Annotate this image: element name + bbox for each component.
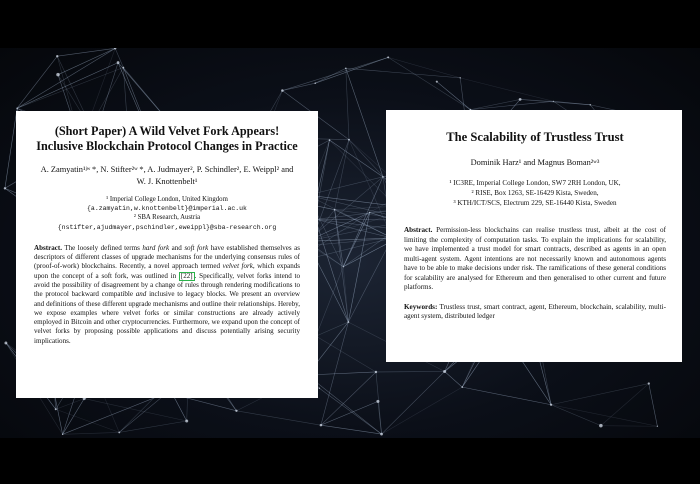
network-node bbox=[443, 370, 446, 373]
left-abstract-soft-fork: soft fork bbox=[184, 243, 209, 252]
network-edge bbox=[378, 401, 382, 434]
network-edge bbox=[316, 336, 376, 372]
network-node bbox=[347, 321, 349, 323]
left-affil-email1: {a.zamyatin,w.knottenbelt}@imperial.ac.uk bbox=[87, 205, 247, 213]
left-authors-line1: A. Zamyatin¹ʲʷ *, N. Stifter²ʷ *, A. Judmayer², P. Schindler², E. Weippl² and bbox=[40, 165, 294, 174]
left-affil-email2: {nstifter,ajudmayer,pschindler,eweippl}@sba-research.org bbox=[57, 223, 277, 231]
right-paper-abstract bbox=[400, 226, 670, 293]
left-title-line1: (Short Paper) A Wild Velvet Fork Appears! bbox=[54, 124, 280, 138]
network-node bbox=[436, 81, 438, 83]
left-abstract-text-3: , which expands upon the concept of a soft fork, was outlined in bbox=[34, 262, 301, 280]
network-edge bbox=[445, 372, 463, 388]
left-paper-authors bbox=[28, 164, 306, 188]
network-node bbox=[4, 187, 6, 189]
network-edge bbox=[551, 384, 649, 405]
right-affil-line2: ² RISE, Box 1263, SE-16429 Kista, Sweden, bbox=[471, 189, 599, 197]
network-edge bbox=[520, 99, 553, 101]
network-edge bbox=[308, 195, 393, 238]
network-node bbox=[348, 139, 350, 141]
network-edge bbox=[460, 78, 553, 101]
network-edge bbox=[553, 101, 590, 104]
network-node bbox=[648, 382, 650, 384]
network-edge bbox=[282, 83, 315, 90]
network-edge bbox=[56, 399, 84, 410]
network-edge bbox=[17, 63, 118, 109]
left-abstract-hard-fork: hard fork bbox=[142, 243, 170, 252]
network-edge bbox=[388, 57, 470, 109]
left-abstract-citation-link[interactable]: [22] bbox=[180, 271, 193, 280]
left-abstract-label: Abstract. bbox=[34, 243, 62, 252]
left-title-line2: Inclusive Blockchain Protocol Changes in Practice bbox=[36, 139, 298, 153]
network-edge bbox=[346, 68, 383, 177]
network-node bbox=[56, 73, 60, 77]
network-node bbox=[599, 424, 603, 428]
network-node bbox=[345, 67, 347, 69]
network-node bbox=[334, 209, 336, 211]
network-node bbox=[319, 387, 320, 388]
left-abstract-text-1: The loosely defined terms bbox=[64, 243, 140, 252]
network-node bbox=[387, 56, 389, 58]
network-node bbox=[376, 400, 379, 403]
network-node bbox=[4, 342, 7, 345]
network-node bbox=[519, 98, 522, 101]
network-edge bbox=[321, 372, 376, 425]
left-abstract-text-5: inclusive to legacy blocks. We present an overview and definitions of these different upgrade mechanisms and outline their relationships. Hereby, we expose examples where velvet forks or similar constructions are already actively employed in Bitcoin and other cryptocurrencies. Furthermore, we expand upon the concept of velvet forks by proposing possible applications and discuss potentially arising security implications. bbox=[34, 290, 301, 345]
network-node bbox=[369, 212, 370, 213]
network-node bbox=[343, 266, 344, 267]
right-affil-line3: ³ KTH/ICT/SCS, Electrum 229, SE-16440 Kista, Sweden bbox=[453, 199, 617, 207]
right-paper-title: The Scalability of Trustless Trust bbox=[446, 130, 624, 144]
network-node bbox=[320, 424, 323, 427]
network-node bbox=[380, 433, 383, 436]
network-edge bbox=[601, 426, 658, 427]
network-edge bbox=[315, 57, 388, 83]
left-paper-affiliations bbox=[28, 195, 306, 232]
network-edge bbox=[601, 384, 649, 426]
right-abstract-text: Permission-less blockchains can realise trustless trust, albeit at the cost of limiting the complexity of computation tasks. To explain the implications for scalability, we have implemented a trust model for smart contracts, described as agents in an open multi-agent system. Agent intentions are not necessarily known and autonomous agents have to be able to make decisions under risk. The ramifications of these general conditions for scalability are analysed for Ethereum and then generalised to other current and future platforms. bbox=[404, 226, 666, 291]
network-node bbox=[118, 431, 120, 433]
network-node bbox=[657, 426, 658, 427]
network-node bbox=[590, 104, 592, 106]
left-abstract-text-4: . Specifically, velvet forks intend to avoid the possibility of disagreement by a change of rules through rendering modifications to the protocol backward compatible bbox=[34, 271, 301, 299]
network-node bbox=[122, 67, 124, 69]
left-paper-abstract bbox=[28, 244, 306, 346]
right-abstract-label: Abstract. bbox=[404, 226, 433, 234]
network-node bbox=[56, 55, 58, 57]
network-edge bbox=[649, 384, 658, 427]
network-edge bbox=[551, 405, 601, 426]
right-keywords-label: Keywords: bbox=[404, 302, 438, 311]
left-abstract-velvet-fork: velvet fork bbox=[222, 262, 253, 271]
right-paper-affiliations bbox=[400, 178, 670, 208]
network-node bbox=[329, 139, 331, 141]
left-abstract-and: and bbox=[171, 243, 182, 252]
network-edge bbox=[437, 82, 471, 110]
network-node bbox=[375, 371, 377, 373]
left-affil-line1: ¹ Imperial College London, United Kingdom bbox=[106, 196, 228, 203]
network-edge bbox=[84, 399, 187, 421]
network-edge bbox=[56, 409, 120, 432]
network-node bbox=[16, 107, 18, 109]
right-keywords-text: Trustless trust, smart contract, agent, Ethereum, blockchain, scalability, multi-agent system, distributed ledger bbox=[404, 302, 666, 320]
network-edge bbox=[470, 101, 553, 109]
network-edge bbox=[346, 68, 349, 139]
network-node bbox=[281, 89, 284, 92]
left-abstract-and-emphasis: and bbox=[135, 290, 147, 299]
left-abstract-text-2: have established themselves as descriptors of different classes of upgrade mechanisms for the underlying consensus rules of (proof-of-work) blockchains. Recently, a novel approach termed bbox=[34, 243, 300, 271]
network-node bbox=[185, 419, 188, 422]
network-node bbox=[117, 61, 120, 64]
network-node bbox=[62, 434, 63, 435]
network-node bbox=[382, 176, 384, 178]
network-node bbox=[235, 410, 237, 412]
network-edge bbox=[63, 432, 120, 434]
left-paper-page bbox=[16, 111, 318, 398]
network-node bbox=[550, 404, 552, 406]
right-paper-authors: Dominik Harz¹ and Magnus Boman²ʷ³ bbox=[470, 158, 600, 167]
network-edge bbox=[119, 393, 167, 433]
network-node bbox=[314, 82, 316, 84]
left-paper-title bbox=[28, 124, 306, 154]
network-edge bbox=[321, 401, 378, 425]
right-paper-page bbox=[386, 110, 682, 362]
network-edge bbox=[462, 387, 551, 405]
network-node bbox=[55, 408, 57, 410]
left-affil-line3: ² SBA Research, Austria bbox=[133, 214, 201, 222]
network-edge bbox=[348, 212, 369, 322]
network-edge bbox=[236, 411, 320, 425]
right-affil-line1: ¹ IC3RE, Imperial College London, SW7 2RH London, UK, bbox=[449, 179, 621, 187]
network-node bbox=[114, 48, 116, 50]
network-node bbox=[553, 101, 554, 102]
network-node bbox=[461, 386, 463, 388]
network-edge bbox=[63, 399, 85, 435]
network-edge bbox=[282, 57, 388, 90]
network-node bbox=[460, 77, 461, 78]
right-paper-keywords bbox=[400, 303, 670, 322]
left-authors-line2: W. J. Knottenbelt¹ bbox=[136, 177, 198, 186]
